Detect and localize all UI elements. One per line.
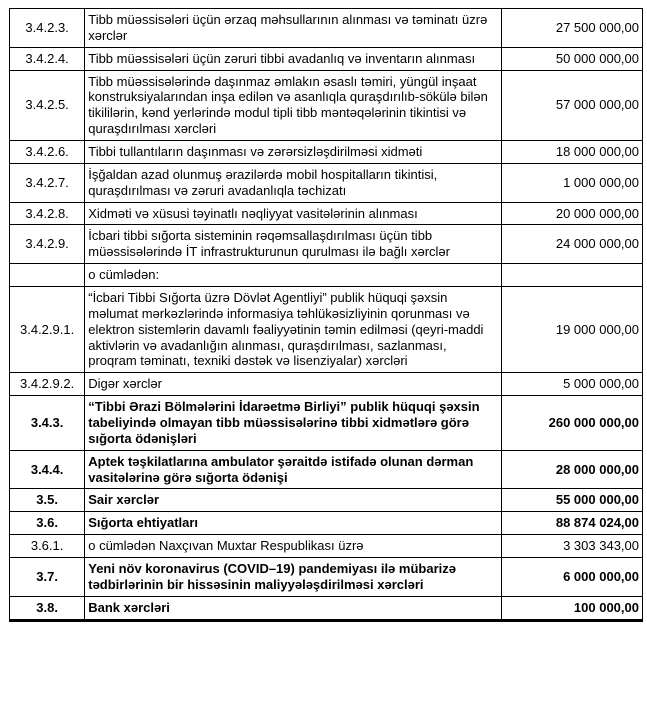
row-description: o cümlədən:: [85, 264, 501, 287]
row-code: 3.7.: [10, 558, 85, 597]
budget-table: [9, 8, 643, 622]
row-description: Digər xərclər: [85, 373, 501, 396]
row-description: Bank xərcləri: [85, 596, 501, 620]
row-amount: 1 000 000,00: [501, 163, 642, 202]
row-description: Tibb müəssisələrində daşınmaz əmlakın əsaslı təmiri, yüngül inşaat konstruksiyalarından inşa edilən və asanlıqla quraşdırılıb-sökülə bilən tikililərin, kənd yerlərində modul tipli tibb məntəqələrinin tikintisi və quraşdırılması xərcləri: [85, 70, 501, 140]
row-description: İcbari tibbi sığorta sisteminin rəqəmsallaşdırılması üçün tibb müəssisələrində İT infrastrukturunun qurulması ilə bağlı xərclər: [85, 225, 501, 264]
row-amount: 5 000 000,00: [501, 373, 642, 396]
row-description: Yeni növ koronavirus (COVID–19) pandemiyası ilə mübarizə tədbirlərinin bir hissəsinin maliyyələşdirilməsi xərcləri: [85, 558, 501, 597]
row-description: İşğaldan azad olunmuş ərazilərdə mobil hospitalların tikintisi, quraşdırılması və zəruri avadanlıqla təchizatı: [85, 163, 501, 202]
row-amount: 57 000 000,00: [501, 70, 642, 140]
table-row: [10, 47, 643, 70]
row-code: 3.4.3.: [10, 396, 85, 451]
row-amount: 260 000 000,00: [501, 396, 642, 451]
row-description: Sığorta ehtiyatları: [85, 512, 501, 535]
row-code: 3.4.2.7.: [10, 163, 85, 202]
row-description: Tibb müəssisələri üçün ərzaq məhsullarının alınması və təminatı üzrə xərclər: [85, 9, 501, 48]
row-description: o cümlədən Naxçıvan Muxtar Respublikası üzrə: [85, 535, 501, 558]
table-row: [10, 9, 643, 48]
table-row: [10, 596, 643, 620]
table-row: [10, 225, 643, 264]
row-code: 3.5.: [10, 489, 85, 512]
table-row: [10, 202, 643, 225]
row-code: 3.4.2.9.2.: [10, 373, 85, 396]
row-amount: 55 000 000,00: [501, 489, 642, 512]
row-amount: [501, 264, 642, 287]
row-description: Aptek təşkilatlarına ambulator şəraitdə istifadə olunan dərman vasitələrinə görə sığorta ödənişi: [85, 450, 501, 489]
table-row: [10, 535, 643, 558]
row-amount: 88 874 024,00: [501, 512, 642, 535]
row-description: “İcbari Tibbi Sığorta üzrə Dövlət Agentliyi” publik hüquqi şəxsin məlumat mərkəzlərində informasiya təhlükəsizliyinin qorunması və elektron sistemlərin davamlı fəaliyyətinin təmin edilməsi (qeyri-maddi aktivlərin və avadanlığın alınması, quraşdırılması, sazlanması, proqram təminatı, texniki dəstək və lisenziyalar) xərcləri: [85, 287, 501, 373]
table-row: [10, 163, 643, 202]
row-code: 3.4.2.5.: [10, 70, 85, 140]
row-amount: 100 000,00: [501, 596, 642, 620]
row-amount: 6 000 000,00: [501, 558, 642, 597]
row-description: Sair xərclər: [85, 489, 501, 512]
row-code: 3.4.2.9.: [10, 225, 85, 264]
table-row: [10, 70, 643, 140]
row-code: [10, 264, 85, 287]
row-description: Xidməti və xüsusi təyinatlı nəqliyyat vasitələrinin alınması: [85, 202, 501, 225]
table-body: [10, 9, 643, 621]
row-code: 3.4.4.: [10, 450, 85, 489]
row-description: “Tibbi Ərazi Bölmələrini İdarəetmə Birliyi” publik hüquqi şəxsin tabeliyində olmayan tibb müəssisələrinə tibbi xidmətlərə görə sığorta ödənişləri: [85, 396, 501, 451]
table-row: [10, 450, 643, 489]
row-code: 3.4.2.3.: [10, 9, 85, 48]
table-row: [10, 396, 643, 451]
table-row: [10, 141, 643, 164]
row-code: 3.4.2.8.: [10, 202, 85, 225]
row-description: Tibbi tullantıların daşınması və zərərsizləşdirilməsi xidməti: [85, 141, 501, 164]
table-row: [10, 264, 643, 287]
row-code: 3.4.2.9.1.: [10, 287, 85, 373]
row-amount: 50 000 000,00: [501, 47, 642, 70]
row-description: Tibb müəssisələri üçün zəruri tibbi avadanlıq və inventarın alınması: [85, 47, 501, 70]
row-code: 3.6.1.: [10, 535, 85, 558]
table-row: [10, 373, 643, 396]
row-code: 3.6.: [10, 512, 85, 535]
row-amount: 20 000 000,00: [501, 202, 642, 225]
row-amount: 24 000 000,00: [501, 225, 642, 264]
row-code: 3.4.2.6.: [10, 141, 85, 164]
row-amount: 18 000 000,00: [501, 141, 642, 164]
row-amount: 27 500 000,00: [501, 9, 642, 48]
row-code: 3.4.2.4.: [10, 47, 85, 70]
row-code: 3.8.: [10, 596, 85, 620]
row-amount: 19 000 000,00: [501, 287, 642, 373]
table-row: [10, 512, 643, 535]
table-row: [10, 287, 643, 373]
table-row: [10, 558, 643, 597]
table-row: [10, 489, 643, 512]
row-amount: 3 303 343,00: [501, 535, 642, 558]
row-amount: 28 000 000,00: [501, 450, 642, 489]
